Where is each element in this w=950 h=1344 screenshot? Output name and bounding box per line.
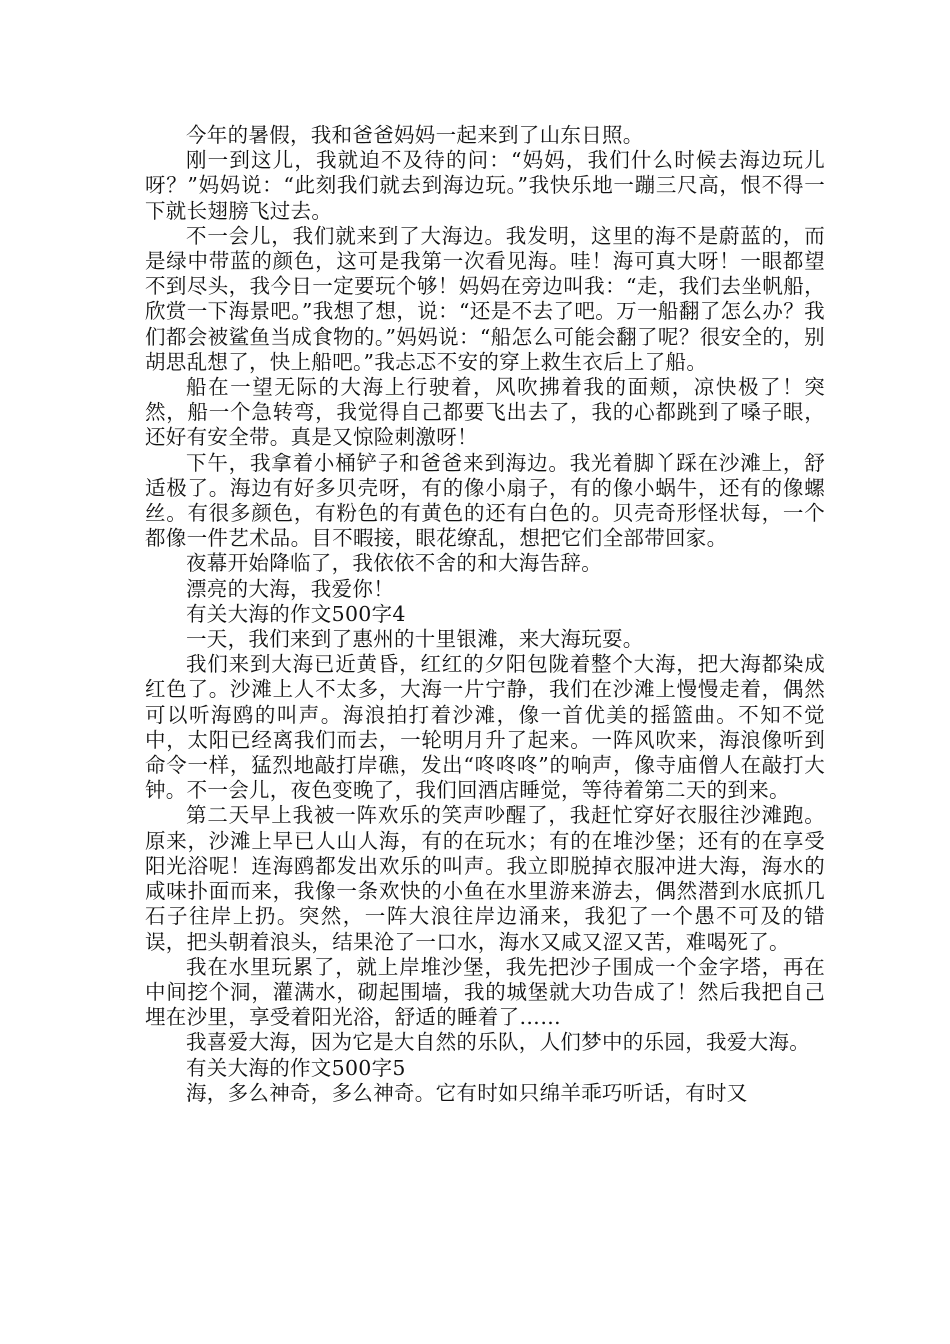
paragraph-sea-view: 不一会儿，我们就来到了大海边。我发明，这里的海不是蔚蓝的，而是绿中带蓝的颜色，这可是我第一次看见海。哇！海可真大呀！一眼都望不到尽头，我今日一定要玩个够！妈妈在旁边叫我：“走，我们去坐帆船，欣赏一下海景吧。”我想了想，说：“还是不去了吧。万一船翻了怎么办？我们都会被鲨鱼当成食物的。”妈妈说：“船怎么可能会翻了呢？很安全的，别胡思乱想了，快上船吧。”我忐忑不安的穿上救生衣后上了船。 (145, 223, 825, 374)
paragraph-next-day: 第二天早上我被一阵欢乐的笑声吵醒了，我赶忙穿好衣服往沙滩跑。原来，沙滩上早已人山人海，有的在玩水；有的在堆沙堡；还有的在享受阳光浴呢！连海鸥都发出欢乐的叫声。我立即脱掉衣服冲进大海，海水的咸味扑面而来，我像一条欢快的小鱼在水里游来游去，偶然潜到水底抓几石子往岸上扔。突然，一阵大浪往岸边涌来，我犯了一个愚不可及的错误，把头朝着浪头，结果沧了一口水，海水又咸又涩又苦，难喝死了。 (145, 803, 825, 954)
essay-body (145, 123, 825, 1106)
paragraph-shells: 下午，我拿着小桶铲子和爸爸来到海边。我光着脚丫踩在沙滩上，舒适极了。海边有好多贝壳呀，有的像小扇子，有的像小蜗牛，还有的像螺丝。有很多颜色，有粉色的有黄色的还有白色的。贝壳奇形怪状每，一个都像一件艺术品。目不暇接，眼花缭乱，想把它们全部带回家。 (145, 450, 825, 551)
essay-heading-5: 有关大海的作文500字5 (186, 1055, 406, 1080)
paragraph-dusk: 我们来到大海已近黄昏，红红的夕阳包陇着整个大海，把大海都染成红色了。沙滩上人不太多，大海一片宁静，我们在沙滩上慢慢走着，偶然可以听海鸥的叫声。海浪拍打着沙滩，像一首优美的摇篮曲。不知不觉中，太阳已经离我们而去，一轮明月升了起来。一阵风吹来，海浪像听到命令一样，猛烈地敲打岸礁，发出“咚咚咚”的响声，像寺庙僧人在敲打大钟。不一会儿，夜色变晚了，我们回酒店睡觉，等待着第二天的到来。 (145, 652, 825, 803)
paragraph-magic-sea: 海，多么神奇，多么神奇。它有时如只绵羊乖巧听话，有时又 (186, 1080, 748, 1105)
paragraph-conclusion: 我喜爱大海，因为它是大自然的乐队，人们梦中的乐园，我爱大海。 (186, 1030, 810, 1055)
paragraph-sandcastle: 我在水里玩累了，就上岸堆沙堡，我先把沙子围成一个金字塔，再在中间挖个洞，灌满水，砌起围墙，我的城堡就大功告成了！然后我把自己埋在沙里，享受着阳光浴，舒适的睡着了…… (145, 954, 825, 1030)
paragraph-silver-beach: 一天，我们来到了惠州的十里银滩，来大海玩耍。 (186, 627, 644, 652)
paragraph-love-sea: 漂亮的大海，我爱你！ (186, 576, 394, 601)
essay-heading-4: 有关大海的作文500字4 (186, 601, 406, 626)
paragraph-intro: 今年的暑假，我和爸爸妈妈一起来到了山东日照。 (186, 123, 644, 147)
paragraph-arrival: 刚一到这儿，我就迫不及待的问：“妈妈，我们什么时候去海边玩儿呀？”妈妈说：“此刻我们就去到海边玩。”我快乐地一蹦三尺高，恨不得一下就长翅膀飞过去。 (145, 148, 825, 223)
paragraph-farewell: 夜幕开始降临了，我依依不舍的和大海告辞。 (186, 551, 602, 576)
paragraph-sailing: 船在一望无际的大海上行驶着，风吹拂着我的面颊，凉快极了！突然，船一个急转弯，我觉得自己都要飞出去了，我的心都跳到了嗓子眼，还好有安全带。真是又惊险刺激呀！ (145, 375, 825, 450)
